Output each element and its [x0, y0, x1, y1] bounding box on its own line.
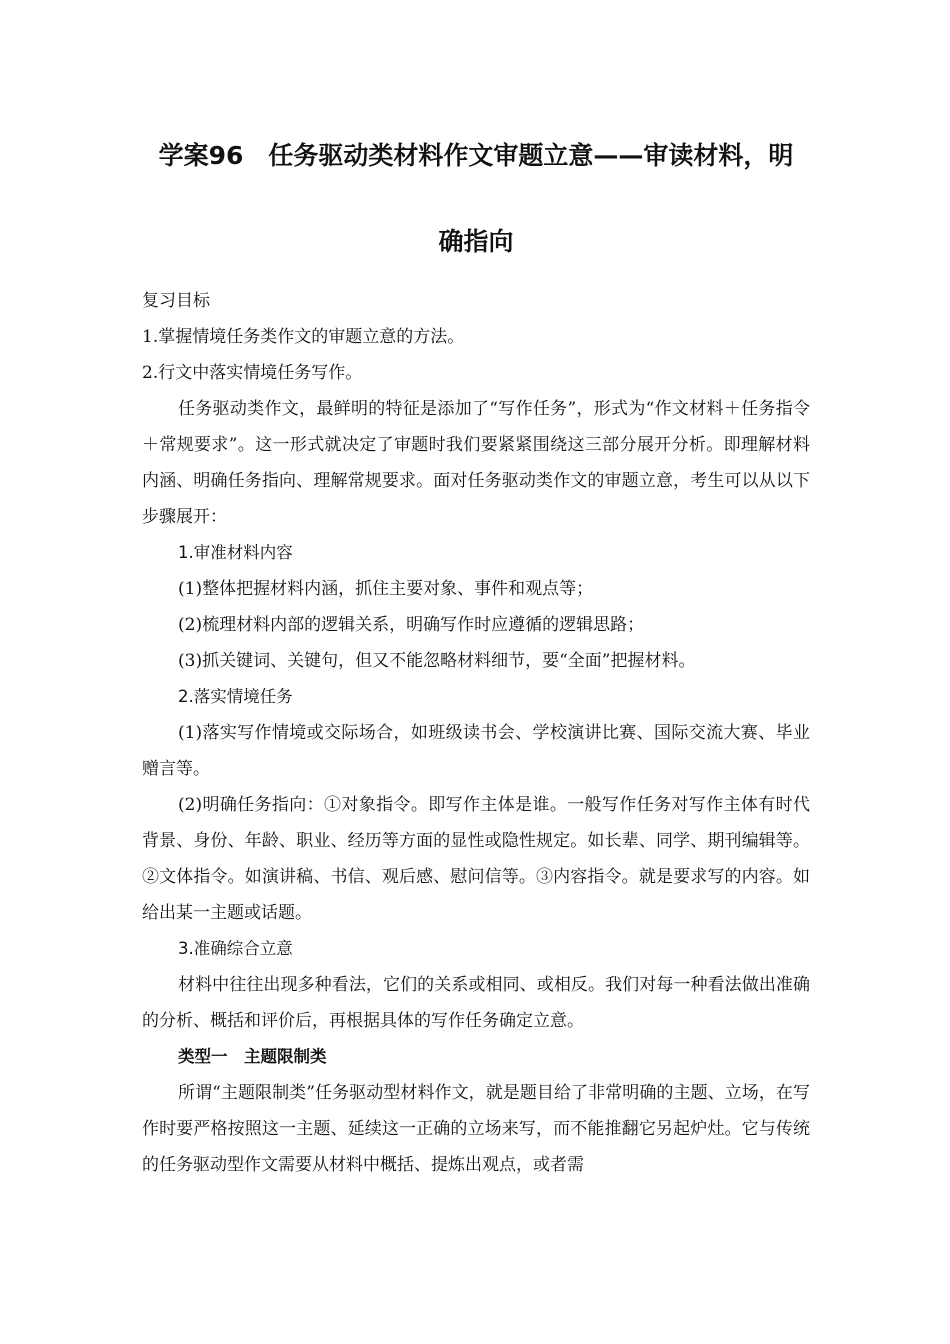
section-1-paragraph-1: (1)整体把握材料内涵，抓住主要对象、事件和观点等； — [178, 579, 594, 599]
document-body — [142, 283, 810, 1183]
type-1-heading: 类型一 主题限制类 — [178, 1047, 327, 1066]
section-2-heading: 2.落实情境任务 — [178, 687, 293, 706]
page-title-line-2: 确指向 — [438, 227, 514, 256]
goal-item-2: 2.行文中落实情境任务写作。 — [142, 363, 363, 383]
section-2-paragraph-1: (1)落实写作情境或交际场合，如班级读书会、学校演讲比赛、国际交流大赛、毕业赠言等。 — [142, 723, 810, 779]
section-3-paragraph-1: 材料中往往出现多种看法，它们的关系或相同、或相反。我们对每一种看法做出准确的分析、概括和评价后，再根据具体的写作任务确定立意。 — [142, 975, 810, 1031]
type-1-paragraph: 所谓“主题限制类”任务驱动型材料作文，就是题目给了非常明确的主题、立场，在写作时要严格按照这一主题、延续这一正确的立场来写，而不能推翻它另起炉灶。它与传统的任务驱动型作文需要从材料中概括、提炼出观点，或者需 — [142, 1083, 810, 1175]
page-title-line-1: 学案96 任务驱动类材料作文审题立意——审读材料，明 — [158, 141, 794, 170]
section-1-paragraph-2: (2)梳理材料内部的逻辑关系，明确写作时应遵循的逻辑思路； — [178, 615, 645, 635]
section-2-paragraph-2: (2)明确任务指向：①对象指令。即写作主体是谁。一般写作任务对写作主体有时代背景、身份、年龄、职业、经历等方面的显性或隐性规定。如长辈、同学、期刊编辑等。②文体指令。如演讲稿、书信、观后感、慰问信等。③内容指令。就是要求写的内容。如给出某一主题或话题。 — [142, 795, 810, 923]
section-1-heading: 1.审准材料内容 — [178, 543, 293, 562]
section-3-heading: 3.准确综合立意 — [178, 939, 293, 958]
intro-paragraph: 任务驱动类作文，最鲜明的特征是添加了“写作任务”，形式为“作文材料＋任务指令＋常规要求”。这一形式就决定了审题时我们要紧紧围绕这三部分展开分析。即理解材料内涵、明确任务指向、理解常规要求。面对任务驱动类作文的审题立意，考生可以从以下步骤展开： — [142, 399, 810, 527]
section-1-paragraph-3: (3)抓关键词、关键句，但又不能忽略材料细节，要“全面”把握材料。 — [178, 651, 696, 671]
goals-heading: 复习目标 — [142, 291, 210, 311]
goal-item-1: 1.掌握情境任务类作文的审题立意的方法。 — [142, 327, 465, 347]
